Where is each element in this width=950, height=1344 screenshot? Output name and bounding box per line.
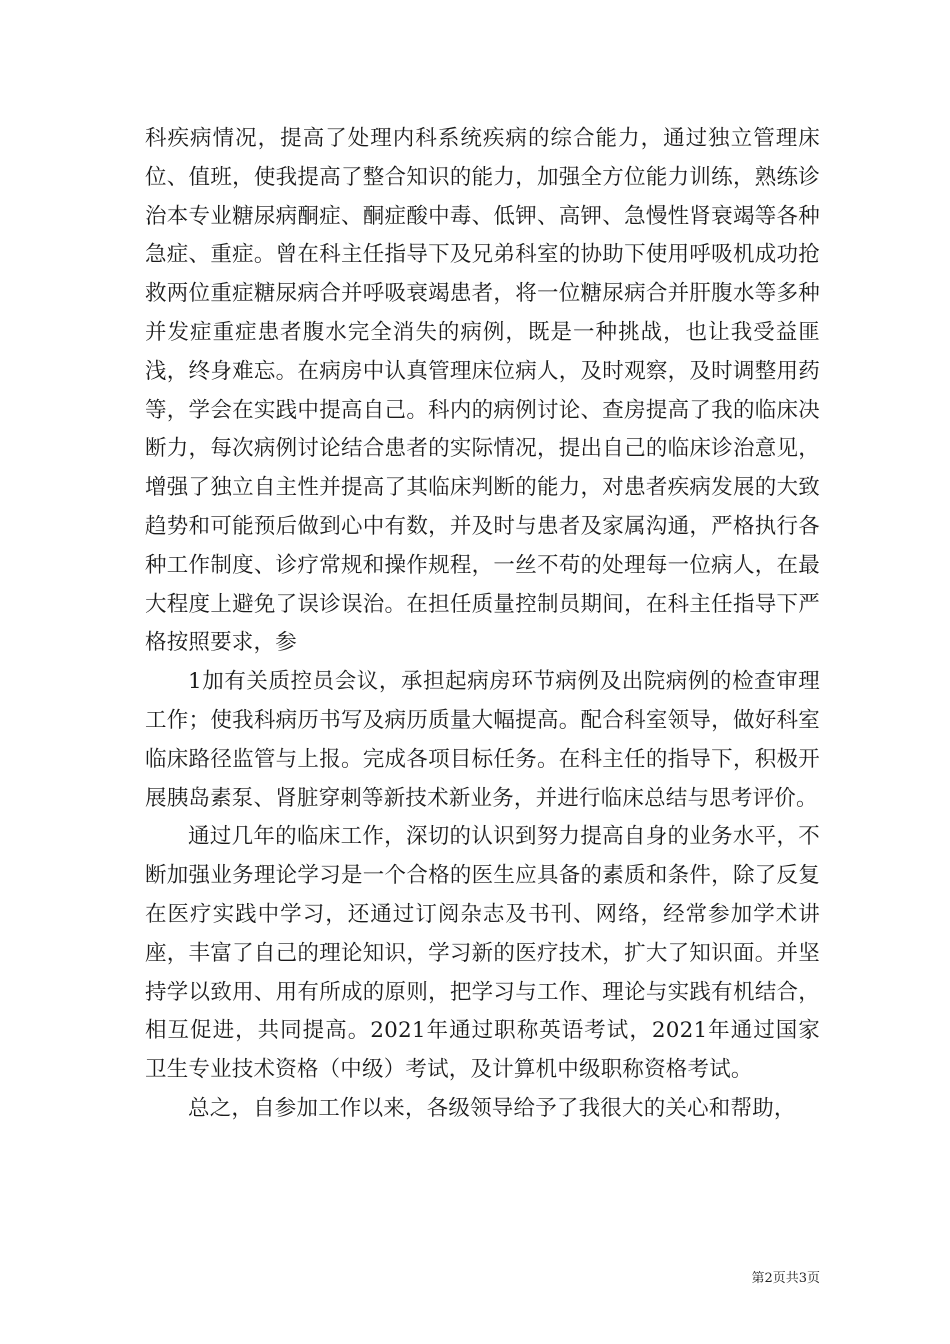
paragraph-1: 科疾病情况，提高了处理内科系统疾病的综合能力，通过独立管理床位、值班，使我提高了整合知识的能力，加强全方位能力训练，熟练诊治本专业糖尿病酮症、酮症酸中毒、低钾、高钾、急慢性肾衰竭等各种急症、重症。曾在科主任指导下及兄弟科室的协助下使用呼吸机成功抢救两位重症糖尿病合并呼吸衰竭患者，将一位糖尿病合并肝腹水等多种并发症重症患者腹水完全消失的病例，既是一种挑战，也让我受益匪浅，终身难忘。在病房中认真管理床位病人，及时观察，及时调整用药等，学会在实践中提高自己。科内的病例讨论、查房提高了我的临床决断力，每次病例讨论结合患者的实际情况，提出自己的临床诊治意见，增强了独立自主性并提高了其临床判断的能力，对患者疾病发展的大致趋势和可能预后做到心中有数，并及时与患者及家属沟通，严格执行各种工作制度、诊疗常规和操作规程，一丝不苟的处理每一位病人，在最大程度上避免了误诊误治。在担任质量控制员期间，在科主任指导下严格按照要求，参 [145, 126, 820, 656]
paragraph-2: 1加有关质控员会议，承担起病房环节病例及出院病例的检查审理工作；使我科病历书写及病历质量大幅提高。配合科室领导，做好科室临床路径监管与上报。完成各项目标任务。在科主任的指导下，积极开展胰岛素泵、肾脏穿刺等新技术新业务，并进行临床总结与思考评价。 [145, 669, 820, 811]
paragraph-4: 总之，自参加工作以来，各级领导给予了我很大的关心和帮助， [188, 1095, 796, 1121]
paragraph-3: 通过几年的临床工作，深切的认识到努力提高自身的业务水平，不断加强业务理论学习是一个合格的医生应具备的素质和条件，除了反复在医疗实践中学习，还通过订阅杂志及书刊、网络，经常参加学术讲座，丰富了自己的理论知识，学习新的医疗技术，扩大了知识面。并坚持学以致用、用有所成的原则，把学习与工作、理论与实践有机结合，相互促进，共同提高。2021年通过职称英语考试，2021年通过国家卫生专业技术资格（中级）考试，及计算机中级职称资格考试。 [145, 824, 820, 1083]
page-number-footer: 第2页共3页 [751, 1271, 820, 1286]
document-body [145, 120, 820, 1129]
